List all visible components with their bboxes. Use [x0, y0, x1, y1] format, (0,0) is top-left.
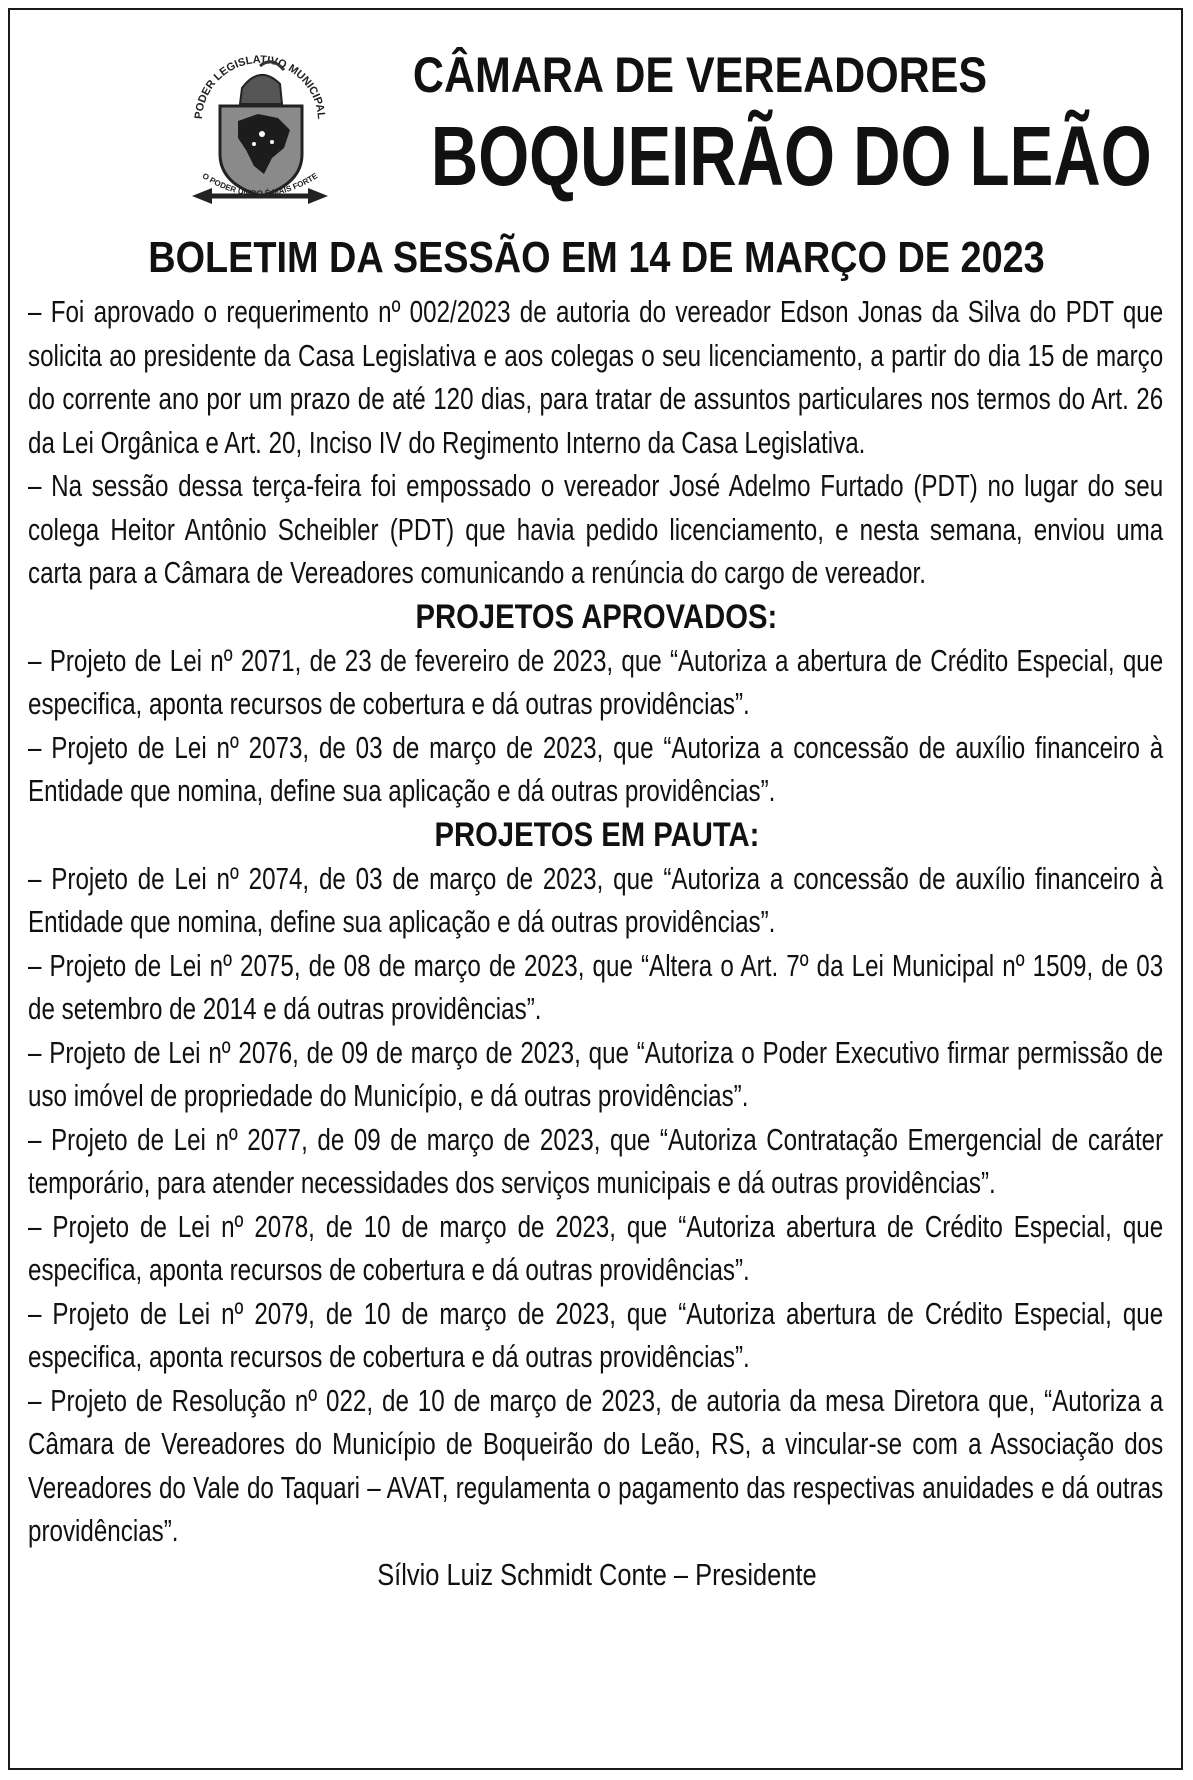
- approved-project-item: – Projeto de Lei nº 2073, de 03 de março de 2023, que “Autoriza a concessão de auxílio financeiro à Entidade que nomina, define sua aplicação e dá outras providências”.: [28, 729, 1164, 808]
- agenda-project-item: – Projeto de Lei nº 2078, de 10 de março de 2023, que “Autoriza abertura de Crédito Especial, que especifica, aponta recursos de cobertura e dá outras providências”.: [28, 1208, 1164, 1287]
- intro-paragraph: – Foi aprovado o requerimento nº 002/2023 de autoria do vereador Edson Jonas da Silva do PDT que solicita ao presidente da Casa Legislativa e aos colegas o seu licenciamento, a partir do dia 15 de março do corrente ano por um prazo de até 120 dias, para tratar de assuntos particulares nos termos do Art. 26 da Lei Orgânica e Art. 20, Inciso IV do Regimento Interno da Casa Legislativa.: [28, 294, 1164, 460]
- seal-motto: O PODER UNIDO É MAIS FORTE: [200, 171, 320, 199]
- chamber-title: CÂMARA DE VEREADORES: [412, 47, 988, 103]
- agenda-projects-heading-text: PROJETOS EM PAUTA:: [434, 815, 759, 854]
- agenda-project-item: – Projeto de Lei nº 2075, de 08 de março de 2023, que “Altera o Art. 7º da Lei Municipal nº 1509, de 03 de setembro de 2014 e dá outras providências”.: [28, 947, 1164, 1026]
- agenda-project-item: – Projeto de Lei nº 2074, de 03 de março de 2023, que “Autoriza a concessão de auxílio financeiro à Entidade que nomina, define sua aplicação e dá outras providências”.: [28, 860, 1164, 939]
- signature-text: Sílvio Luiz Schmidt Conte – Presidente: [376, 1556, 817, 1592]
- seal-arc-text: PODER LEGISLATIVO MUNICIPAL: [192, 53, 328, 120]
- agenda-project-item: – Projeto de Lei nº 2076, de 09 de março de 2023, que “Autoriza o Poder Executivo firmar permissão de uso imóvel de propriedade do Município, e dá outras providências”.: [28, 1034, 1164, 1113]
- bulletin-body: [28, 290, 1165, 1596]
- header: [180, 26, 1152, 216]
- agenda-projects-list: [28, 857, 1163, 1553]
- agenda-projects-heading: [28, 813, 1165, 857]
- agenda-project-item: – Projeto de Lei nº 2079, de 10 de março de 2023, que “Autoriza abertura de Crédito Especial, que especifica, aponta recursos de cobertura e dá outras providências”.: [28, 1295, 1164, 1374]
- approved-project-item: – Projeto de Lei nº 2071, de 23 de fevereiro de 2023, que “Autoriza a abertura de Crédito Especial, que especifica, aponta recursos de cobertura e dá outras providências”.: [28, 642, 1164, 721]
- bulletin-text-block: [28, 290, 1163, 595]
- header-titles: [355, 46, 1152, 203]
- intro-paragraph: – Na sessão dessa terça-feira foi empossado o vereador José Adelmo Furtado (PDT) no lugar do seu colega Heitor Antônio Scheibler (PDT) que havia pedido licenciamento, e nesta semana, enviou uma carta para a Câmara de Vereadores comunicando a renúncia do cargo de vereador.: [28, 468, 1164, 590]
- approved-projects-list: [28, 639, 1163, 813]
- agenda-project-item: – Projeto de Lei nº 2077, de 09 de março de 2023, que “Autoriza Contratação Emergencial de caráter temporário, para atender necessidades dos serviços municipais e dá outras providências”.: [28, 1121, 1164, 1200]
- approved-projects-heading-text: PROJETOS APROVADOS:: [415, 597, 778, 636]
- approved-projects-heading: [28, 595, 1165, 639]
- bulletin-title: BOLETIM DA SESSÃO EM 14 DE MARÇO DE 2023: [148, 233, 1045, 282]
- municipality-title: BOQUEIRÃO DO LEÃO: [430, 109, 1152, 203]
- signature: [28, 1553, 1165, 1597]
- municipal-seal-icon: [180, 26, 340, 216]
- agenda-project-item: – Projeto de Resolução nº 022, de 10 de março de 2023, de autoria da mesa Diretora que, “Autoriza a Câmara de Vereadores do Município de Boqueirão do Leão, RS, a vincular-se com a Associação dos Vereadores do Vale do Taquari – AVAT, regulamenta o pagamento das respectivas anuidades e dá outras providências”.: [28, 1382, 1164, 1548]
